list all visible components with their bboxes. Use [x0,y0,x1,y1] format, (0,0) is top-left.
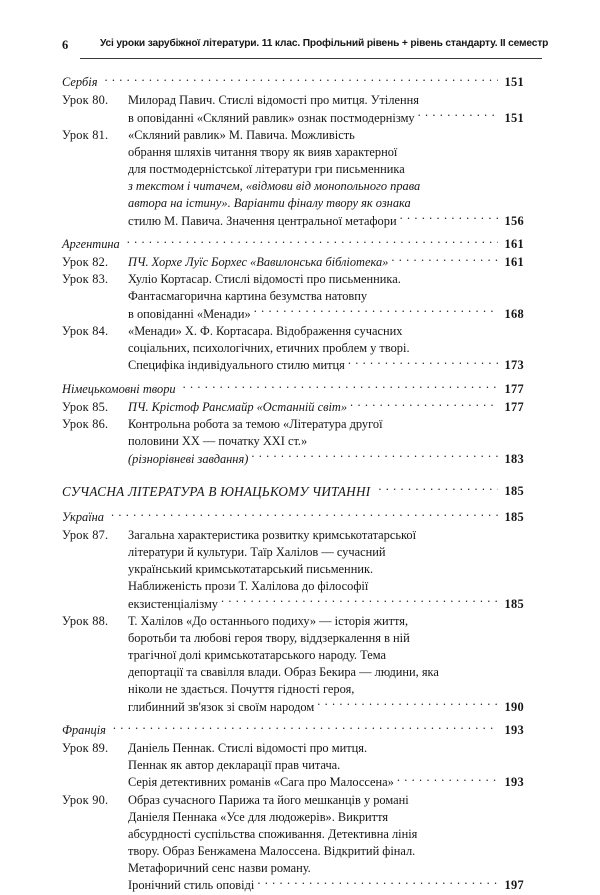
toc-heading-label: Сербія [62,75,98,89]
toc-entry-last-line [128,399,500,416]
toc-lesson-body [128,527,500,613]
toc-lesson-body-wrap [128,399,500,416]
toc-lesson-body-wrap [128,792,500,895]
dot-leader [221,595,498,607]
dot-leader [254,305,498,317]
dot-leader [418,109,498,121]
toc-lesson-body [128,399,500,416]
toc-entry-line: Фантасмагорична картина безумства натовпу [128,289,368,304]
toc-lesson-body-wrap [128,416,500,468]
toc-entry-line: Милорад Павич. Стислі відомості про митця. Утілення [128,93,420,108]
toc-entry-line: трагічної долі кримськотатарського народу. Тема [128,648,386,663]
toc-lesson-body-wrap [128,613,500,716]
toc-lesson-entry[interactable] [62,792,524,895]
toc-page-number[interactable]: 185 [504,509,524,524]
toc-lesson-body-wrap [128,271,500,323]
toc-page-number[interactable]: 190 [504,699,524,714]
toc-lesson-entry[interactable] [62,527,524,613]
toc-entry-line: депортації та свавілля влади. Образ Бекира — людини, яка [128,665,439,680]
toc-page-number[interactable]: 177 [504,381,524,396]
toc-page-number[interactable]: 185 [504,483,524,498]
dot-leader [378,483,498,495]
toc-heading-label: Аргентина [62,236,120,251]
toc-entry-line: «Менади» Х. Ф. Кортасара. Відображення сучасних [128,323,403,338]
toc-page-number[interactable]: 183 [504,451,524,466]
page-folio: 6 [62,38,69,52]
toc-entry-line: половини XX — початку XXI ст.» [128,434,308,449]
toc-entry-line: Даніеля Пеннака «Усе для людожерів». Викриття [128,809,389,824]
toc-entry-line: Контрольна робота за темою «Література другої [128,417,383,432]
toc-lesson-entry[interactable] [62,271,524,323]
toc-entry-text: Серія детективних романів «Сага про Малоссена» [128,775,394,790]
toc-entry-line: автора на істину». Варіанти фіналу твору як ознака [128,196,411,211]
dot-leader [111,509,498,521]
toc-entry-text: стилю М. Павича. Значення центральної метафори [128,213,397,228]
toc-lesson-entry[interactable] [62,323,524,375]
toc-region-heading[interactable] [62,74,524,91]
toc-entry-text: глибинний зв'язок зі своїм народом [128,699,315,714]
toc-page-number[interactable]: 177 [504,400,524,415]
toc-lesson-body [128,254,500,271]
dot-leader [317,698,498,710]
toc-region-heading[interactable] [62,236,524,253]
toc-entry-line: Т. Халілов «До останнього подиху» — історія життя, [128,613,409,628]
toc-page-number[interactable]: 168 [504,306,524,321]
toc-entry-last-line [128,109,500,126]
toc-entry-last-line [128,595,500,612]
toc-entry-line: літератури й культури. Таїр Халілов — сучасний [128,545,386,560]
toc-page-number[interactable]: 151 [504,110,524,125]
toc-entry-line: абсурдності суспільства споживання. Детективна лінія [128,826,418,841]
toc-lesson-number: Урок 81. [62,127,109,142]
toc-lesson-body-wrap [128,323,500,375]
toc-lesson-number: Урок 82. [62,254,109,269]
toc-entry-line: ніколи не здається. Почуття гідності героя, [128,682,355,697]
toc-entry-last-line [128,774,500,791]
toc-entry-text: ПЧ. Хорхе Луїс Борхес «Вавилонська бібліотека» [128,255,389,270]
toc-lesson-number: Урок 80. [62,93,109,108]
toc-lesson-body-wrap [128,740,500,792]
toc-entry-line: Пеннак як автор декларації прав читача. [128,757,341,772]
toc-lesson-entry[interactable] [62,740,524,792]
toc-heading-label: Франція [62,722,106,737]
toc-lesson-number: Урок 87. [62,527,109,542]
toc-page-number[interactable]: 193 [504,722,524,737]
toc-lesson-body [128,740,500,792]
toc-entry-text: (різнорівневі завдання) [128,451,249,466]
toc-lesson-body [128,613,500,716]
toc-entry-last-line [128,357,500,374]
dot-leader [348,357,498,369]
dot-leader [251,450,498,462]
toc-entry-text: в оповіданні «Менади» [128,306,251,321]
toc-lesson-entry[interactable] [62,92,524,127]
toc-lesson-number: Урок 84. [62,323,109,338]
toc-section-heading[interactable] [62,483,524,500]
toc-entry-line: український кримськотатарський письменник. [128,562,374,577]
toc-lesson-body [128,323,500,375]
toc-region-heading[interactable] [62,722,524,739]
toc-page-number[interactable]: 161 [504,236,524,251]
dot-leader [397,774,498,786]
toc-page-number[interactable]: 156 [504,213,524,228]
toc-lesson-number: Урок 89. [62,740,109,755]
toc-region-heading[interactable] [62,381,524,398]
toc-entry-line: Образ сучасного Парижа та його мешканців у романі [128,792,409,807]
toc-entry-line: обрання шляхів читання твору як вияв характерної [128,144,398,159]
toc-entry-text: в оповіданні «Скляний равлик» ознак постмодернізму [128,110,415,125]
toc-lesson-entry[interactable] [62,399,524,416]
toc-heading-label: СУЧАСНА ЛІТЕРАТУРА В ЮНАЦЬКОМУ ЧИТАННІ [62,483,371,499]
toc-lesson-number: Урок 90. [62,792,109,807]
toc-lesson-number: Урок 86. [62,417,109,432]
dot-leader [391,254,498,266]
toc-lesson-body-wrap [128,254,500,271]
dot-leader [127,236,498,248]
toc-entry-last-line [128,877,500,894]
toc-entry-last-line [128,450,500,467]
toc-entry-text: ПЧ. Крістоф Рансмайр «Останній світ» [128,400,348,415]
toc-entry-line: соціальних, психологічних, етичних проблем у творі. [128,340,410,355]
toc-lesson-number: Урок 88. [62,613,109,628]
dot-leader [350,399,498,411]
header-rule [80,58,542,59]
page-header [62,36,549,60]
toc-lesson-body [128,416,500,468]
toc-lesson-body-wrap [128,92,500,127]
toc-lesson-body [128,271,500,323]
toc-entry-line: «Скляний равлик» М. Павича. Можливість [128,127,355,142]
toc-entry-line: Хуліо Кортасар. Стислі відомості про письменника. [128,272,401,287]
dot-leader [400,212,498,224]
toc-entry-text: екзистенціалізму [128,596,218,611]
toc-lesson-body-wrap [128,527,500,613]
toc-page-number[interactable]: 197 [504,878,524,893]
toc-page-number[interactable]: 185 [504,596,524,611]
dot-leader [104,74,498,86]
toc-region-heading[interactable] [62,509,524,526]
toc-entry-text: Іронічний стиль оповіді [128,878,255,893]
dot-leader [113,722,498,734]
toc-entry-last-line [128,698,500,715]
toc-lesson-number: Урок 83. [62,272,109,287]
toc-lesson-body [128,127,500,230]
toc-lesson-entry[interactable] [62,127,524,230]
toc-page-number[interactable]: 193 [504,775,524,790]
toc-entry-line: для постмодерністської літератури гри письменника [128,161,405,176]
toc-lesson-entry[interactable] [62,254,524,271]
toc-page-number[interactable]: 151 [504,75,524,89]
toc-entry-line: твору. Образ Бенжамена Малоссена. Відкритий фінал. [128,843,416,858]
running-title: Усі уроки зарубіжної літератури. 11 клас. Профільний рівень + рівень стандарту. ІІ семестр [100,38,549,49]
toc-entry-text: Специфіка індивідуального стилю митця [128,358,345,373]
toc-lesson-entry[interactable] [62,416,524,468]
toc-entry-line: Даніель Пеннак. Стислі відомості про митця. [128,740,368,755]
table-of-contents [62,68,524,895]
toc-entry-last-line [128,254,500,271]
dot-leader [183,381,498,393]
toc-lesson-body [128,792,500,895]
toc-entry-line: боротьби та любові героя твору, віддзеркалення в ній [128,630,410,645]
toc-heading-label: Україна [62,509,104,524]
toc-page-number[interactable]: 161 [504,255,524,270]
toc-entry-last-line [128,305,500,322]
toc-entry-last-line [128,212,500,229]
toc-lesson-number: Урок 85. [62,399,109,414]
toc-lesson-body-wrap [128,127,500,230]
toc-lesson-entry[interactable] [62,613,524,716]
toc-entry-line: з текстом і читачем, «відмови від монопольного права [128,178,421,193]
dot-leader [257,877,498,889]
toc-entry-line: Загальна характеристика розвитку кримськотатарської [128,527,417,542]
toc-page-number[interactable]: 173 [504,358,524,373]
toc-entry-line: Наближеність прози Т. Халілова до філософії [128,579,369,594]
toc-lesson-body [128,92,500,127]
toc-heading-label: Німецькомовні твори [62,381,176,396]
toc-entry-line: Метафоричний сенс назви роману. [128,860,311,875]
